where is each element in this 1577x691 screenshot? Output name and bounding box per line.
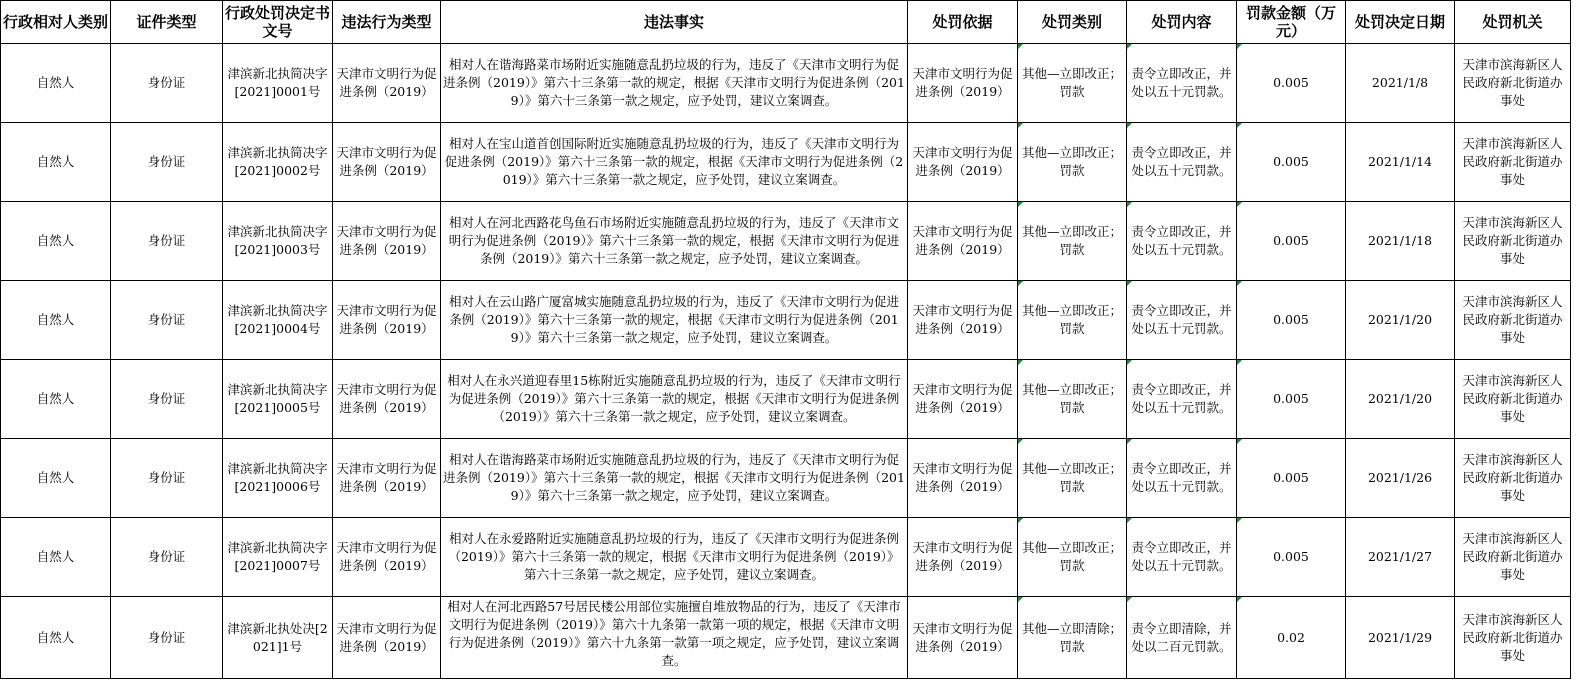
- cell-category[interactable]: 自然人: [1, 360, 111, 439]
- cell-penalty-content[interactable]: 责令立即改正，并处以五十元罚款。: [1127, 360, 1237, 439]
- cell-violation-type[interactable]: 天津市文明行为促进条例（2019）: [333, 439, 441, 518]
- cell-category[interactable]: 自然人: [1, 123, 111, 202]
- cell-authority[interactable]: 天津市滨海新区人民政府新北街道办事处: [1455, 44, 1571, 123]
- cell-facts[interactable]: 相对人在永爱路附近实施随意乱扔垃圾的行为，违反了《天津市文明行为促进条例（2019）》第六十三条第一款的规定，根据《天津市文明行为促进条例（2019）》第六十三条第一款之规定，应予处罚，建议立案调查。: [441, 518, 908, 597]
- cell-penalty-type[interactable]: 其他—立即改正；罚款: [1018, 123, 1127, 202]
- cell-fine[interactable]: 0.005: [1237, 518, 1346, 597]
- cell-category[interactable]: 自然人: [1, 518, 111, 597]
- cell-fine[interactable]: 0.005: [1237, 281, 1346, 360]
- cell-penalty-type[interactable]: 其他—立即改正；罚款: [1018, 439, 1127, 518]
- header-fine[interactable]: 罚款金额（万元）: [1237, 1, 1346, 44]
- cell-fine[interactable]: 0.005: [1237, 44, 1346, 123]
- cell-fine[interactable]: 0.005: [1237, 123, 1346, 202]
- cell-authority[interactable]: 天津市滨海新区人民政府新北街道办事处: [1455, 281, 1571, 360]
- cell-doc-no[interactable]: 津滨新北执简决字[2021]0006号: [223, 439, 333, 518]
- cell-facts[interactable]: 相对人在云山路广厦富城实施随意乱扔垃圾的行为，违反了《天津市文明行为促进条例（2019）》第六十三条第一款的规定，根据《天津市文明行为促进条例（2019）》第六十三条第一款之规定，应予处罚，建议立案调查。: [441, 281, 908, 360]
- cell-facts[interactable]: 相对人在谐海路菜市场附近实施随意乱扔垃圾的行为，违反了《天津市文明行为促进条例（2019）》第六十三条第一款的规定，根据《天津市文明行为促进条例（2019）》第六十三条第一款之规定，应予处罚，建议立案调查。: [441, 44, 908, 123]
- cell-penalty-type[interactable]: 其他—立即改正；罚款: [1018, 44, 1127, 123]
- cell-id-type[interactable]: 身份证: [111, 597, 223, 679]
- cell-penalty-content[interactable]: 责令立即改正，并处以五十元罚款。: [1127, 281, 1237, 360]
- cell-basis[interactable]: 天津市文明行为促进条例（2019）: [908, 123, 1018, 202]
- cell-violation-type[interactable]: 天津市文明行为促进条例（2019）: [333, 597, 441, 679]
- cell-violation-type[interactable]: 天津市文明行为促进条例（2019）: [333, 44, 441, 123]
- cell-category[interactable]: 自然人: [1, 597, 111, 679]
- header-penalty-content[interactable]: 处罚内容: [1127, 1, 1237, 44]
- cell-date[interactable]: 2021/1/20: [1346, 360, 1455, 439]
- cell-date[interactable]: 2021/1/20: [1346, 281, 1455, 360]
- cell-authority[interactable]: 天津市滨海新区人民政府新北街道办事处: [1455, 360, 1571, 439]
- cell-penalty-type[interactable]: 其他—立即改正；罚款: [1018, 360, 1127, 439]
- cell-fine[interactable]: 0.005: [1237, 360, 1346, 439]
- cell-violation-type[interactable]: 天津市文明行为促进条例（2019）: [333, 202, 441, 281]
- cell-doc-no[interactable]: 津滨新北执简决字[2021]0004号: [223, 281, 333, 360]
- cell-penalty-type[interactable]: 其他—立即改正；罚款: [1018, 518, 1127, 597]
- cell-id-type[interactable]: 身份证: [111, 281, 223, 360]
- cell-id-type[interactable]: 身份证: [111, 44, 223, 123]
- cell-violation-type[interactable]: 天津市文明行为促进条例（2019）: [333, 123, 441, 202]
- header-penalty-type[interactable]: 处罚类别: [1018, 1, 1127, 44]
- header-authority[interactable]: 处罚机关: [1455, 1, 1571, 44]
- cell-doc-no[interactable]: 津滨新北执处决[2021]1号: [223, 597, 333, 679]
- header-facts[interactable]: 违法事实: [441, 1, 908, 44]
- cell-basis[interactable]: 天津市文明行为促进条例（2019）: [908, 597, 1018, 679]
- header-violation-type[interactable]: 违法行为类型: [333, 1, 441, 44]
- cell-date[interactable]: 2021/1/8: [1346, 44, 1455, 123]
- table-row: [1, 518, 1571, 597]
- cell-penalty-content[interactable]: 责令立即改正，并处以五十元罚款。: [1127, 44, 1237, 123]
- cell-facts[interactable]: 相对人在永兴道迎春里15栋附近实施随意乱扔垃圾的行为，违反了《天津市文明行为促进条例（2019）》第六十三条第一款的规定，根据《天津市文明行为促进条例（2019）》第六十三条第一款之规定，应予处罚，建议立案调查。: [441, 360, 908, 439]
- header-category[interactable]: 行政相对人类别: [1, 1, 111, 44]
- cell-fine[interactable]: 0.005: [1237, 202, 1346, 281]
- cell-fine[interactable]: 0.005: [1237, 439, 1346, 518]
- cell-penalty-content[interactable]: 责令立即清除，并处以二百元罚款。: [1127, 597, 1237, 679]
- cell-basis[interactable]: 天津市文明行为促进条例（2019）: [908, 44, 1018, 123]
- cell-doc-no[interactable]: 津滨新北执简决字[2021]0003号: [223, 202, 333, 281]
- table-row: [1, 439, 1571, 518]
- cell-date[interactable]: 2021/1/27: [1346, 518, 1455, 597]
- header-basis[interactable]: 处罚依据: [908, 1, 1018, 44]
- table-row: [1, 281, 1571, 360]
- cell-authority[interactable]: 天津市滨海新区人民政府新北街道办事处: [1455, 202, 1571, 281]
- cell-doc-no[interactable]: 津滨新北执简决字[2021]0005号: [223, 360, 333, 439]
- cell-category[interactable]: 自然人: [1, 281, 111, 360]
- header-doc-no[interactable]: 行政处罚决定书文号: [223, 1, 333, 44]
- cell-basis[interactable]: 天津市文明行为促进条例（2019）: [908, 202, 1018, 281]
- header-id-type[interactable]: 证件类型: [111, 1, 223, 44]
- cell-authority[interactable]: 天津市滨海新区人民政府新北街道办事处: [1455, 597, 1571, 679]
- cell-penalty-content[interactable]: 责令立即改正，并处以五十元罚款。: [1127, 123, 1237, 202]
- table-row: [1, 597, 1571, 679]
- cell-penalty-type[interactable]: 其他—立即清除；罚款: [1018, 597, 1127, 679]
- cell-facts[interactable]: 相对人在河北西路57号居民楼公用部位实施擅自堆放物品的行为，违反了《天津市文明行为促进条例（2019）》第六十九条第一款第一项的规定，根据《天津市文明行为促进条例（2019）》第六十九条第一款第一项之规定，应予处罚，建议立案调查。: [441, 597, 908, 679]
- table-row: [1, 202, 1571, 281]
- cell-fine[interactable]: 0.02: [1237, 597, 1346, 679]
- header-date[interactable]: 处罚决定日期: [1346, 1, 1455, 44]
- cell-facts[interactable]: 相对人在河北西路花鸟鱼石市场附近实施随意乱扔垃圾的行为，违反了《天津市文明行为促进条例（2019）》第六十三条第一款的规定，根据《天津市文明行为促进条例（2019）》第六十三条第一款之规定，应予处罚，建议立案调查。: [441, 202, 908, 281]
- cell-id-type[interactable]: 身份证: [111, 439, 223, 518]
- cell-basis[interactable]: 天津市文明行为促进条例（2019）: [908, 518, 1018, 597]
- cell-penalty-content[interactable]: 责令立即改正，并处以五十元罚款。: [1127, 439, 1237, 518]
- cell-basis[interactable]: 天津市文明行为促进条例（2019）: [908, 439, 1018, 518]
- cell-id-type[interactable]: 身份证: [111, 123, 223, 202]
- cell-doc-no[interactable]: 津滨新北执简决字[2021]0001号: [223, 44, 333, 123]
- cell-authority[interactable]: 天津市滨海新区人民政府新北街道办事处: [1455, 123, 1571, 202]
- cell-doc-no[interactable]: 津滨新北执简决字[2021]0007号: [223, 518, 333, 597]
- cell-doc-no[interactable]: 津滨新北执简决字[2021]0002号: [223, 123, 333, 202]
- cell-date[interactable]: 2021/1/18: [1346, 202, 1455, 281]
- cell-id-type[interactable]: 身份证: [111, 202, 223, 281]
- cell-authority[interactable]: 天津市滨海新区人民政府新北街道办事处: [1455, 439, 1571, 518]
- cell-facts[interactable]: 相对人在谐海路菜市场附近实施随意乱扔垃圾的行为，违反了《天津市文明行为促进条例（2019）》第六十三条第一款的规定，根据《天津市文明行为促进条例（2019）》第六十三条第一款之规定，应予处罚，建议立案调查。: [441, 439, 908, 518]
- cell-basis[interactable]: 天津市文明行为促进条例（2019）: [908, 360, 1018, 439]
- table-row: [1, 360, 1571, 439]
- cell-category[interactable]: 自然人: [1, 202, 111, 281]
- cell-category[interactable]: 自然人: [1, 439, 111, 518]
- cell-date[interactable]: 2021/1/26: [1346, 439, 1455, 518]
- header-row: [1, 1, 1571, 44]
- table-row: [1, 123, 1571, 202]
- cell-authority[interactable]: 天津市滨海新区人民政府新北街道办事处: [1455, 518, 1571, 597]
- cell-penalty-type[interactable]: 其他—立即改正；罚款: [1018, 281, 1127, 360]
- cell-violation-type[interactable]: 天津市文明行为促进条例（2019）: [333, 281, 441, 360]
- cell-id-type[interactable]: 身份证: [111, 518, 223, 597]
- cell-penalty-content[interactable]: 责令立即改正，并处以五十元罚款。: [1127, 202, 1237, 281]
- cell-id-type[interactable]: 身份证: [111, 360, 223, 439]
- cell-violation-type[interactable]: 天津市文明行为促进条例（2019）: [333, 518, 441, 597]
- cell-penalty-content[interactable]: 责令立即改正，并处以五十元罚款。: [1127, 518, 1237, 597]
- cell-date[interactable]: 2021/1/14: [1346, 123, 1455, 202]
- cell-facts[interactable]: 相对人在宝山道首创国际附近实施随意乱扔垃圾的行为，违反了《天津市文明行为促进条例（2019）》第六十三条第一款的规定，根据《天津市文明行为促进条例（2019）》第六十三条第一款之规定，应予处罚，建议立案调查。: [441, 123, 908, 202]
- cell-category[interactable]: 自然人: [1, 44, 111, 123]
- cell-penalty-type[interactable]: 其他—立即改正；罚款: [1018, 202, 1127, 281]
- cell-basis[interactable]: 天津市文明行为促进条例（2019）: [908, 281, 1018, 360]
- cell-violation-type[interactable]: 天津市文明行为促进条例（2019）: [333, 360, 441, 439]
- cell-date[interactable]: 2021/1/29: [1346, 597, 1455, 679]
- table-row: [1, 44, 1571, 123]
